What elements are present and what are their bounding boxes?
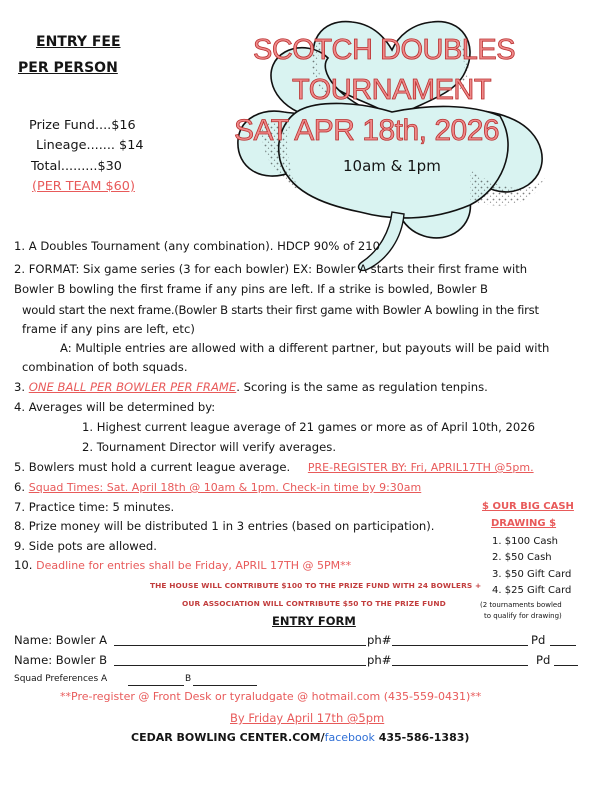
drawing-note-1: (2 tournaments bowled: [480, 601, 562, 609]
title-date: SAT APR 18th, 2026: [234, 114, 500, 147]
bowler-b-paid-field[interactable]: [554, 665, 578, 666]
rule-5-text: 5. Bowlers must hold a current league average.: [14, 460, 291, 474]
rule-6-number: 6.: [14, 480, 26, 494]
rule-8: 8. Prize money will be distributed 1 in 3 entries (based on participation).: [14, 519, 435, 533]
rule-2-line-d: frame if any pins are left, etc): [22, 322, 195, 336]
rule-5-preregister: PRE-REGISTER BY: Fri, APRIL17TH @5pm.: [307, 461, 534, 474]
rule-2-line-c: would start the next frame.(Bowler B starts their first game with Bowler A bowling in the first: [22, 303, 539, 317]
rule-3-number: 3.: [14, 380, 26, 394]
squad-preference-a-field[interactable]: [128, 685, 184, 686]
rule-10: [14, 558, 351, 573]
facebook-link[interactable]: facebook: [324, 731, 375, 744]
bowler-a-label: Name: Bowler A: [14, 633, 108, 647]
squad-preference-b-label: B: [185, 674, 192, 684]
rule-10-deadline: Deadline for entries shall be Friday, APRIL 17TH @ 5PM**: [36, 559, 352, 572]
rule-2-line-f: combination of both squads.: [22, 360, 188, 374]
title-line-2: TOURNAMENT: [292, 74, 492, 106]
total-line: Total.........$30: [31, 159, 122, 174]
rule-2-line-b: Bowler B bowling the first frame if any pins are left. If a strike is bowled, Bowler B: [14, 282, 489, 296]
rule-2-line-e: A: Multiple entries are allowed with a different partner, but payouts will be paid with: [60, 341, 550, 355]
drawing-prize-3: 3. $50 Gift Card: [492, 569, 572, 580]
squad-preference-a-label: Squad Preferences A: [14, 674, 108, 684]
entry-fee-heading: ENTRY FEE: [36, 34, 121, 50]
drawing-heading-1: $ OUR BIG CASH: [482, 501, 574, 512]
squad-preference-b-field[interactable]: [193, 685, 257, 686]
title-line-1: SCOTCH DOUBLES: [253, 34, 516, 66]
bowler-a-name-field[interactable]: [114, 645, 366, 646]
rule-3: [14, 380, 488, 394]
bowler-a-paid-field[interactable]: [550, 645, 576, 646]
bowling-center-phone: 435-586-1383): [374, 731, 470, 744]
bowler-b-paid-label: Pd: [536, 653, 551, 667]
drawing-prize-4: 4. $25 Gift Card: [492, 585, 572, 596]
bowler-a-paid-label: Pd: [531, 633, 546, 647]
rule-4: 4. Averages will be determined by:: [14, 400, 216, 414]
lineage-line: Lineage....... $14: [36, 138, 144, 153]
bowling-center-name: CEDAR BOWLING CENTER.COM/: [131, 731, 325, 744]
drawing-heading-2: DRAWING $: [491, 518, 557, 529]
rule-6: [14, 480, 421, 495]
preregister-contact: **Pre-register @ Front Desk or tyraludgate @ hotmail.com (435-559-0431)**: [60, 690, 482, 703]
entry-form-heading: ENTRY FORM: [272, 614, 356, 628]
bowler-b-phone-label: ph#: [367, 653, 392, 667]
drawing-prize-1: 1. $100 Cash: [492, 536, 559, 547]
rule-4-sub-1: 1. Highest current league average of 21 games or more as of April 10th, 2026: [82, 420, 536, 434]
bowling-center-contact: [131, 731, 469, 744]
rule-9: 9. Side pots are allowed.: [14, 539, 157, 553]
bowler-b-name-field[interactable]: [114, 665, 366, 666]
rule-3-rest: . Scoring is the same as regulation tenpins.: [236, 380, 488, 394]
bowler-b-phone-field[interactable]: [392, 665, 528, 666]
rule-6-squad-times: Squad Times: Sat. April 18th @ 10am & 1pm. Check-in time by 9:30am: [28, 481, 422, 494]
bowler-a-phone-label: ph#: [367, 633, 392, 647]
rule-1: 1. A Doubles Tournament (any combination). HDCP 90% of 210: [14, 239, 381, 253]
drawing-note-2: to qualify for drawing): [484, 612, 562, 620]
prize-fund-line: Prize Fund....$16: [29, 118, 136, 133]
rule-4-sub-2: 2. Tournament Director will verify averages.: [82, 440, 337, 454]
rule-3-emphasis: ONE BALL PER BOWLER PER FRAME: [28, 380, 237, 394]
drawing-prize-2: 2. $50 Cash: [492, 552, 552, 563]
bowler-b-label: Name: Bowler B: [14, 653, 108, 667]
association-contribution-note: OUR ASSOCIATION WILL CONTRIBUTE $50 TO THE PRIZE FUND: [182, 599, 446, 608]
rule-5: [14, 460, 534, 475]
per-person-heading: PER PERSON: [18, 60, 118, 76]
bowler-a-phone-field[interactable]: [392, 645, 528, 646]
rule-7: 7. Practice time: 5 minutes.: [14, 500, 175, 514]
per-team-line: (PER TEAM $60): [32, 179, 135, 194]
title-times: 10am & 1pm: [343, 157, 441, 175]
by-friday-deadline: By Friday April 17th @5pm: [230, 711, 385, 725]
house-contribution-note: THE HOUSE WILL CONTRIBUTE $100 TO THE PRIZE FUND WITH 24 BOWLERS +: [150, 581, 482, 590]
rule-10-number: 10.: [14, 558, 33, 572]
rule-2-line-a: 2. FORMAT: Six game series (3 for each bowler) EX: Bowler A starts their first frame with: [14, 262, 528, 276]
